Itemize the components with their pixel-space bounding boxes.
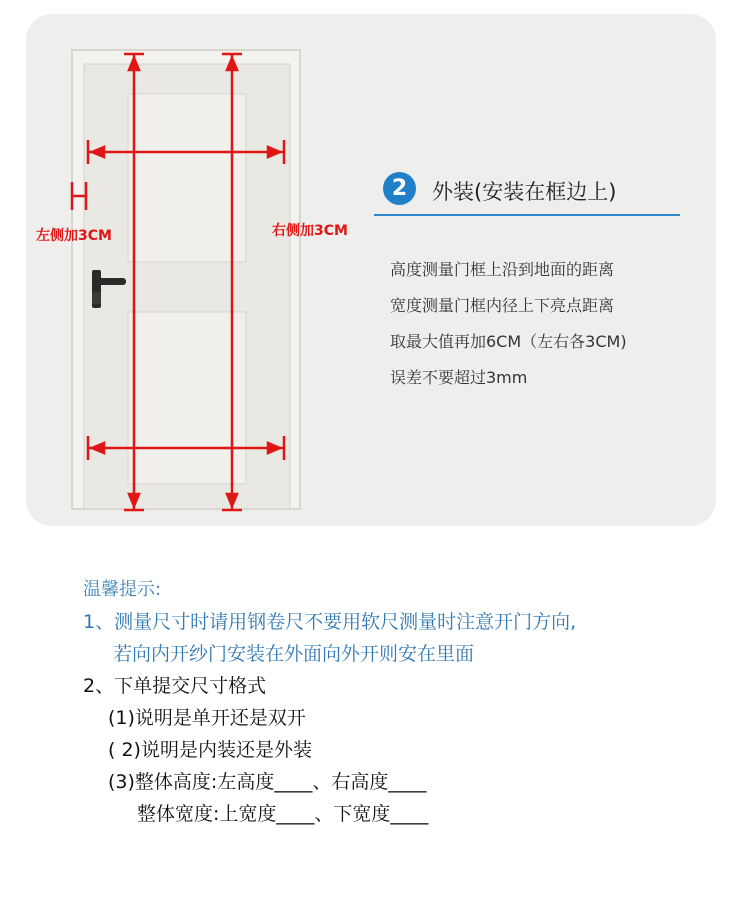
door-handle-lever xyxy=(92,278,126,285)
tip-item-1: 1、测量尺寸时请用钢卷尺不要用软尺测量时注意开门方向, xyxy=(83,611,577,633)
tip-item-1-continued: 若向内开纱门安装在外面向外开则安在里面 xyxy=(113,643,475,665)
instruction-line: 宽度测量门框内径上下亮点距离 xyxy=(390,296,615,315)
instruction-line: 高度测量门框上沿到地面的距离 xyxy=(390,260,615,279)
measure-instructions xyxy=(390,252,627,396)
tips-section xyxy=(83,574,576,830)
step-title: 外装(安装在框边上) xyxy=(432,180,617,204)
instruction-line: 误差不要超过3mm xyxy=(390,368,528,387)
right-add-label: 右侧加3CM xyxy=(272,223,348,239)
title-underline xyxy=(374,214,680,216)
step-number-badge: 2 xyxy=(383,172,416,205)
format-line-1: (1)说明是单开还是双开 xyxy=(108,707,306,729)
format-line-4: 整体宽度:上宽度____、下宽度____ xyxy=(137,803,429,825)
door-lock xyxy=(92,292,101,304)
format-line-2: ( 2)说明是内装还是外装 xyxy=(108,739,312,761)
instruction-line: 取最大值再加6CM（左右各3CM) xyxy=(390,332,627,351)
tip-item-2: 2、下单提交尺寸格式 xyxy=(83,675,267,697)
door-panel-bottom xyxy=(128,312,246,484)
format-line-3: (3)整体高度:左高度____、右高度____ xyxy=(108,771,427,793)
left-add-label: 左侧加3CM xyxy=(36,228,112,244)
tips-heading: 温馨提示: xyxy=(83,579,162,600)
door-panel-top xyxy=(128,94,246,262)
